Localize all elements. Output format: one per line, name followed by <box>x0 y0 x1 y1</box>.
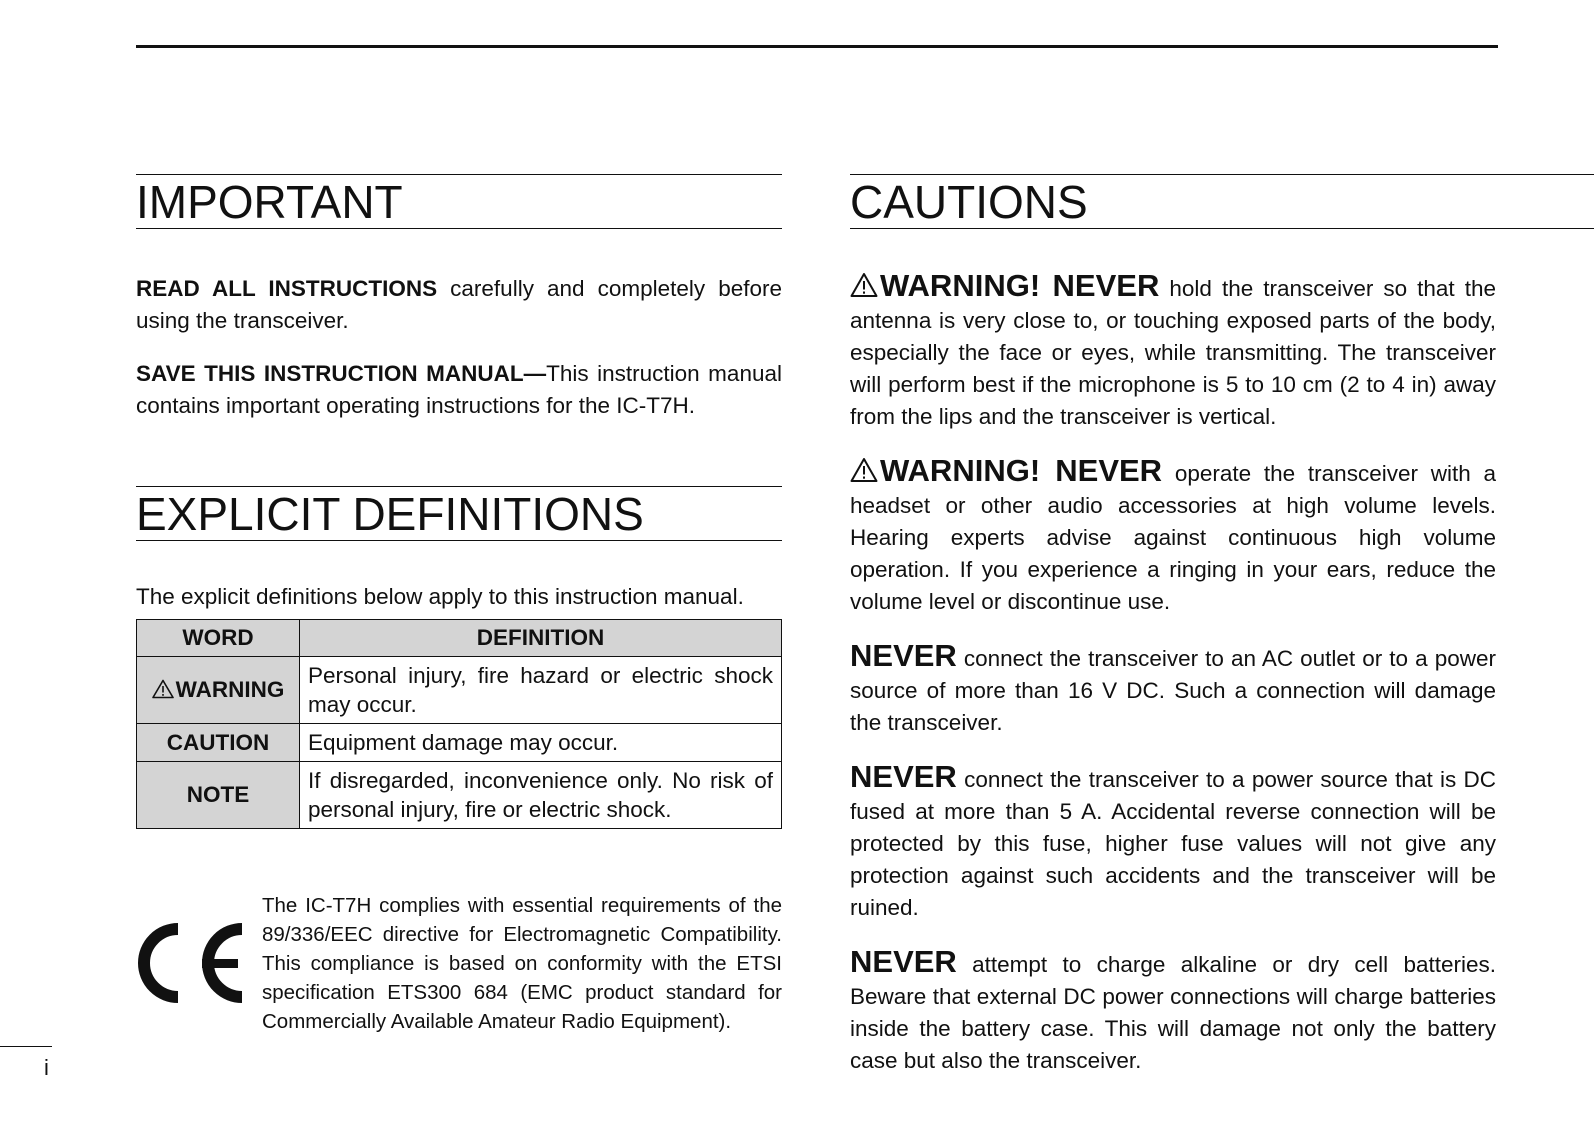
caution-item-ac-outlet <box>850 640 1496 739</box>
ce-mark-icon <box>136 921 248 1005</box>
caution-item-headset <box>850 455 1496 618</box>
header-definition: DEFINITION <box>300 620 782 657</box>
caution-item-dc-fuse <box>850 761 1496 924</box>
caution-item-batteries <box>850 946 1496 1077</box>
caution-text: connect the transceiver to an AC outlet or to a power source of more than 16 V DC. Such a connection will damage the transceiver. <box>850 646 1496 735</box>
read-all-bold: READ ALL INSTRUCTIONS <box>136 276 438 301</box>
read-all-paragraph <box>136 273 782 337</box>
caution-text: hold the transceiver so that the antenna is very close to, or touching exposed parts of the body, especially the face or eyes, while transmitting. The transceiver will perform best if the microphone is 5 to 10 cm (2 to 4 in) away from the lips and the transceiver is vertical. <box>850 276 1496 429</box>
ce-compliance-block <box>136 891 782 1041</box>
caution-lead: WARNING! NEVER <box>880 453 1163 488</box>
definitions-intro: The explicit deﬁnitions below apply to this instruction manual. <box>136 584 744 609</box>
save-manual-text: This instruction manual contains important operating instructions for the IC-T7H. <box>136 361 782 418</box>
caution-lead: NEVER <box>850 638 957 673</box>
save-manual-paragraph <box>136 358 782 422</box>
cautions-title: CAUTIONS <box>850 174 1594 229</box>
word-caution: CAUTION <box>137 724 300 762</box>
save-manual-bold: SAVE THIS INSTRUCTION MANUAL— <box>136 361 547 386</box>
table-row <box>137 657 782 724</box>
page-number: i <box>44 1055 49 1080</box>
caution-lead: WARNING! NEVER <box>880 268 1160 303</box>
definitions-table <box>136 619 782 829</box>
cautions-list <box>850 270 1496 1099</box>
caution-lead: NEVER <box>850 944 957 979</box>
caution-text: operate the transceiver with a headset or other audio accessories at high volume levels. Hearing experts advise against continuous high volume operation. If you experience a ringing in your ears, reduce the volume level or discontinue use. <box>850 461 1496 614</box>
table-row <box>137 762 782 829</box>
caution-text: connect the transceiver to a power source that is DC fused at more than 5 A. Accidental reverse connection will be protected by this fuse, higher fuse values will not give any protection against such accidents and the transceiver will be ruined. <box>850 767 1496 920</box>
table-row <box>137 724 782 762</box>
word-cell-warning <box>137 657 300 724</box>
warning-triangle-icon <box>850 272 878 298</box>
page-number-rule <box>0 1046 52 1047</box>
caution-item-antenna <box>850 270 1496 433</box>
read-all-text: carefully and completely before using the transceiver. <box>136 276 782 333</box>
word-warning: WARNING <box>175 677 285 702</box>
important-title: IMPORTANT <box>136 174 782 229</box>
definition-caution: Equipment damage may occur. <box>300 724 782 762</box>
ce-compliance-text: The IC-T7H complies with essential requirements of the 89/336/EEC directive for Electromagnetic Compatibility. This compliance is based on conformity with the ETSI specification ETS300 684 (EMC product standard for Commercially Available Amateur Radio Equipment). <box>262 894 782 1033</box>
word-note: NOTE <box>137 762 300 829</box>
top-rule <box>136 45 1498 48</box>
definitions-title: EXPLICIT DEFINITIONS <box>136 486 782 541</box>
definition-note: If disregarded, inconvenience only. No risk of personal injury, ﬁre or electric shock. <box>300 762 782 829</box>
definition-warning: Personal injury, ﬁre hazard or electric shock may occur. <box>300 657 782 724</box>
header-word: WORD <box>137 620 300 657</box>
caution-text: attempt to charge alkaline or dry cell batteries. Beware that external DC power connections will charge batteries inside the battery case. This will damage not only the battery case but also the transceiver. <box>850 952 1496 1073</box>
table-header-row <box>137 620 782 657</box>
left-column <box>136 174 782 1041</box>
caution-lead: NEVER <box>850 759 957 794</box>
warning-triangle-icon <box>850 457 878 483</box>
warning-triangle-icon <box>152 679 174 699</box>
